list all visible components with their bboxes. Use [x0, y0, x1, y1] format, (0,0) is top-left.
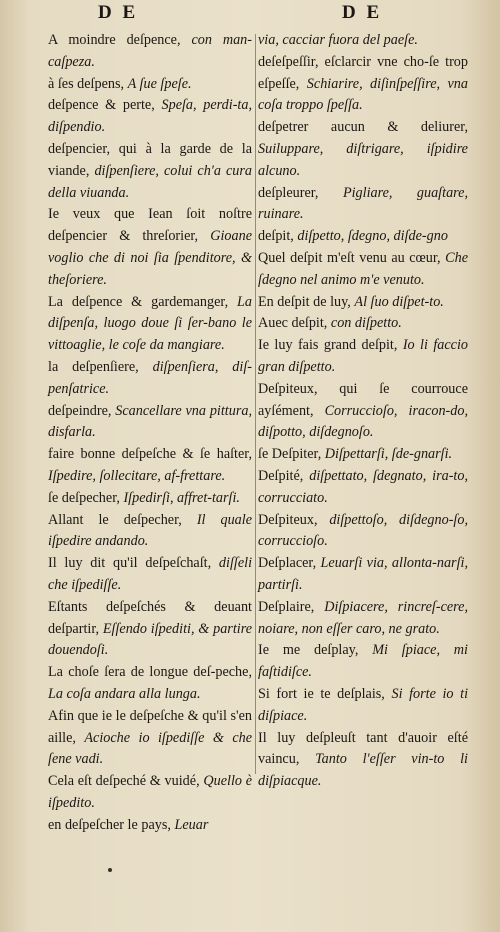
italian-translation: Si forte io ti diſpiace.	[258, 685, 469, 724]
italian-translation: Tanto l'eſſer vin-to li diſpiacque.	[258, 751, 468, 790]
running-header-left: D E	[98, 2, 139, 23]
italian-translation: diſpettato, ſdegnato, ira-to, corrucciato.	[258, 467, 468, 506]
italian-translation: A ſue ſpeſe.	[127, 75, 192, 92]
french-headword: Quel deſpit m'eſt venu au cœur,	[258, 249, 441, 266]
italian-translation: diſpenſiera, diſ-penſatrice.	[48, 358, 252, 397]
dictionary-entry	[258, 335, 468, 379]
french-headword: deſpencier, qui à la garde de la viande,	[48, 140, 252, 179]
dictionary-entry	[258, 52, 468, 117]
dictionary-entry	[48, 292, 252, 357]
dictionary-entry	[258, 684, 468, 728]
italian-translation: Diſpettarſi, ſde-gnarſi.	[324, 446, 453, 463]
italian-translation: con diſpetto.	[330, 315, 402, 332]
italian-translation: Iſpedire, ſollecitare, af-frettare.	[48, 467, 226, 484]
french-headword: Ie veux que Iean ſoit noſtre deſpencier & threſorier,	[48, 206, 252, 245]
dictionary-entry	[48, 204, 252, 291]
dictionary-entry	[258, 728, 468, 793]
french-headword: En deſpit de luy,	[258, 293, 351, 310]
italian-translation: Iſpedirſi, affret-tarſi.	[123, 489, 240, 506]
dictionary-entry	[258, 444, 468, 466]
dictionary-entry	[258, 183, 468, 227]
italian-translation: Scancellare vna pittura, disfarla.	[48, 402, 252, 441]
italian-translation: diſpetto, ſdegno, diſde-gno	[297, 228, 448, 245]
french-headword: A moindre deſpence,	[48, 32, 181, 48]
dictionary-entry	[48, 553, 252, 597]
italian-translation: Acioche io iſpediſſe & che ſene vadi.	[48, 729, 253, 768]
french-headword: Auec deſpit,	[258, 315, 328, 332]
right-column	[258, 30, 468, 793]
italian-translation: Diſpiacere, rincreſ-cere, noiare, non eſſer caro, ne grato.	[258, 598, 469, 637]
dictionary-entry	[48, 95, 252, 139]
dictionary-entry	[258, 248, 468, 292]
dictionary-entry	[258, 226, 468, 248]
column-divider	[255, 34, 256, 774]
dictionary-entry	[48, 488, 252, 510]
italian-translation: Leuarſi via, allonta-narſi, partirſi.	[258, 555, 468, 593]
french-headword: Deſplaire,	[258, 598, 315, 615]
italian-translation: Mi ſpiace, mi faſtidiſce.	[258, 642, 468, 681]
italian-translation: Che ſdegno nel animo m'e venuto.	[258, 249, 468, 288]
italian-translation: Pigliare, guaſtare, ruinare.	[258, 184, 468, 223]
french-headword: la deſpenſiere,	[48, 358, 139, 375]
italian-translation: Al ſuo diſpet-to.	[354, 293, 444, 310]
italian-translation: La diſpenſa, luogo doue ſi ſer-bano le vittoaglie, le coſe da mangiare.	[48, 293, 253, 354]
french-headword: Il luy dit qu'il deſpeſchaſt,	[48, 555, 212, 572]
french-headword: Il luy deſpleuſt tant d'auoir eſté vaincu,	[258, 729, 468, 768]
dictionary-entry	[258, 379, 468, 444]
dictionary-entry	[48, 815, 252, 837]
french-headword: Deſpité,	[258, 467, 304, 484]
dictionary-entry	[48, 30, 252, 74]
dictionary-entry	[48, 139, 252, 204]
dictionary-entry	[48, 706, 252, 771]
italian-translation: via, cacciar fuora del paeſe.	[258, 32, 418, 48]
french-headword: Eſtants deſpeſchés & deuant deſpartir,	[48, 598, 252, 637]
italian-translation: diſpettoſo, diſdegno-ſo, corruccioſo.	[258, 511, 469, 550]
italian-translation: Corruccioſo, iracon-do, diſpotto, diſdegnoſo.	[258, 402, 469, 441]
dictionary-entry	[48, 597, 252, 662]
dictionary-entry	[258, 553, 468, 597]
french-headword: Ie me deſplay,	[258, 642, 359, 659]
french-headword: ſe Deſpiter,	[258, 446, 322, 463]
italian-translation: Leuar	[174, 816, 209, 833]
dictionary-entry	[48, 357, 252, 401]
italian-translation: Schiarire, diſinſpeſſire, vna coſa troppo ſpeſſa.	[258, 75, 468, 114]
italian-translation: diſſeli che iſpediſſe.	[48, 555, 253, 593]
dictionary-entry	[258, 640, 468, 684]
dictionary-entry	[258, 466, 468, 510]
italian-translation: Speſa, perdi-ta, diſpendio.	[48, 97, 253, 136]
french-headword: deſeſpeſſir, eſclarcir vne cho-ſe trop eſpeſſe,	[258, 53, 468, 92]
italian-translation: La coſa andara alla lunga.	[48, 685, 201, 702]
french-headword: Allant le deſpecher,	[48, 511, 182, 528]
dictionary-entry	[258, 313, 468, 335]
italian-translation: con man-caſpeza.	[48, 32, 253, 70]
french-headword: La choſe ſera de longue deſ-peche,	[48, 664, 252, 681]
dictionary-entry	[48, 401, 252, 445]
italian-translation: Io li faccio gran diſpetto.	[258, 337, 469, 375]
dictionary-entry	[48, 510, 252, 554]
french-headword: Cela eſt deſpeché & vuidé,	[48, 773, 200, 790]
italian-translation: Il quale iſpedire andando.	[48, 511, 252, 550]
ink-mark	[108, 868, 112, 872]
french-headword: Deſpiteux, qui ſe courrouce ayſément,	[258, 380, 468, 419]
dictionary-entry	[258, 597, 468, 641]
french-headword: deſpence & perte,	[48, 97, 155, 114]
dictionary-entry	[258, 292, 468, 314]
french-headword: Deſpiteux,	[258, 511, 318, 528]
dictionary-entry	[48, 662, 252, 706]
dictionary-entry	[48, 74, 252, 96]
italian-translation: diſpenſiere, colui ch'a cura della viuanda.	[48, 162, 252, 201]
french-headword: Afin que ie le deſpeſche & qu'il s'en aille,	[48, 707, 252, 746]
french-headword: deſpit,	[258, 228, 294, 245]
french-headword: deſpeindre,	[48, 402, 112, 419]
french-headword: Ie luy fais grand deſpit,	[258, 337, 398, 354]
french-headword: à ſes deſpens,	[48, 75, 125, 92]
dictionary-entry	[48, 444, 252, 488]
french-headword: deſpetrer aucun & deliurer,	[258, 119, 468, 136]
french-headword: en deſpeſcher le pays,	[48, 816, 171, 833]
french-headword: Deſplacer,	[258, 555, 317, 572]
french-headword: Si fort ie te deſplais,	[258, 685, 385, 702]
french-headword: ſe deſpecher,	[48, 489, 120, 506]
italian-translation: Gioane voglio che di noi ſia ſpenditore, & theſoriere.	[48, 228, 253, 288]
dictionary-entry	[48, 771, 252, 815]
dictionary-entry	[258, 510, 468, 554]
running-header-right: D E	[342, 2, 383, 23]
french-headword: deſpleurer,	[258, 184, 319, 201]
french-headword: faire bonne deſpeſche & ſe haſter,	[48, 446, 252, 463]
dictionary-entry	[258, 30, 468, 52]
italian-translation: Suiluppare, diſtrigare, iſpidire alcuno.	[258, 140, 468, 179]
french-headword: La deſpence & gardemanger,	[48, 293, 229, 310]
left-column	[48, 30, 252, 836]
italian-translation: Eſſendo iſpediti, & partire douendoſi.	[48, 620, 252, 659]
italian-translation: Quello è iſpedito.	[48, 773, 252, 811]
dictionary-entry	[258, 117, 468, 182]
